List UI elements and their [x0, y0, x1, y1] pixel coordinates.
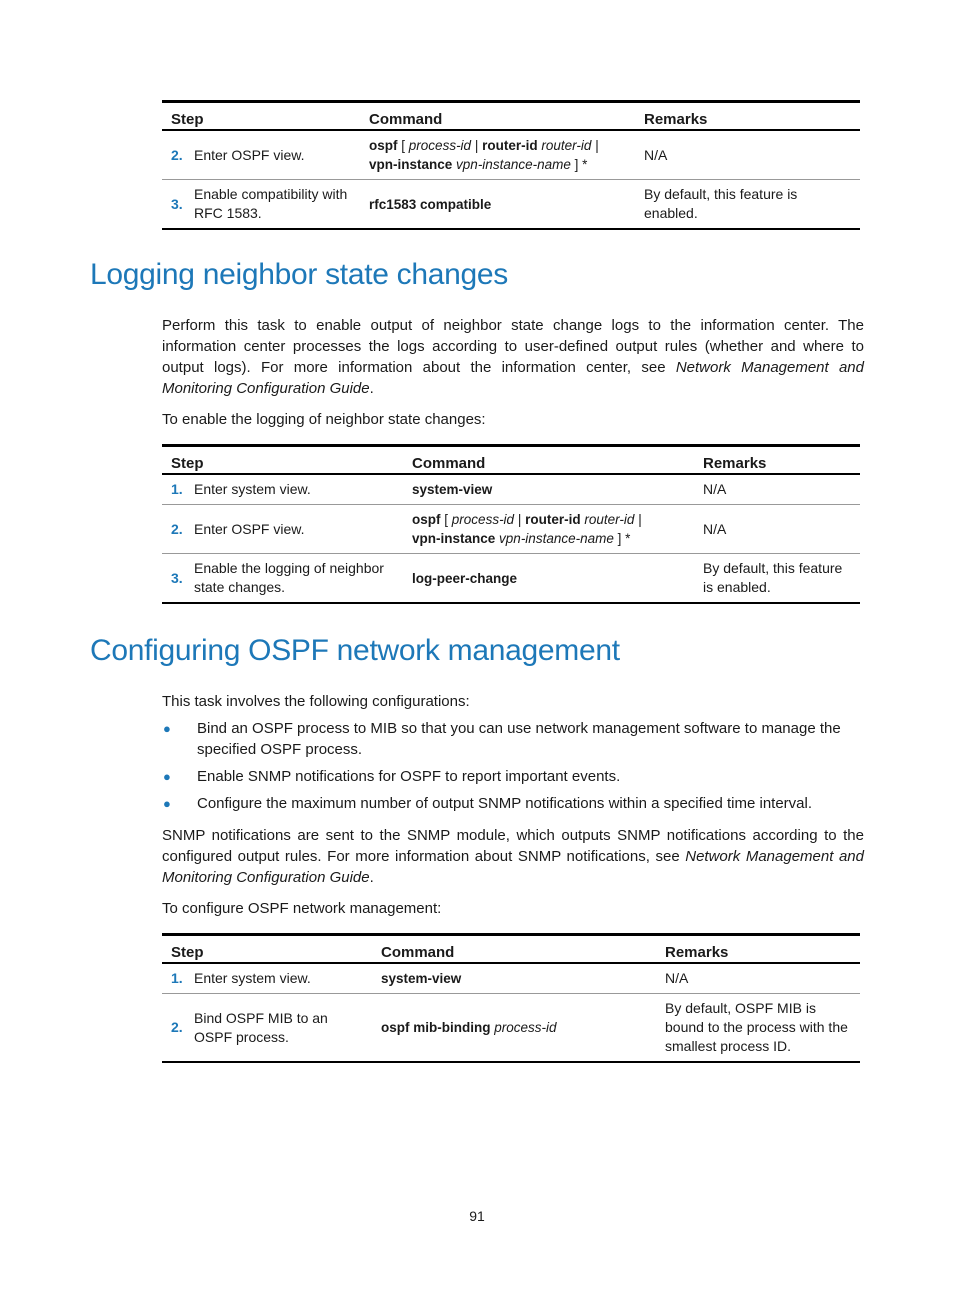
table-row: [162, 554, 860, 604]
cmd-arg: vpn-instance-name: [499, 531, 614, 546]
paragraph: To configure OSPF network management:: [162, 900, 442, 917]
step-text: Enter OSPF view.: [194, 130, 360, 180]
cmd-sep: |: [474, 138, 479, 153]
page-number: 91: [469, 1208, 485, 1224]
header-remarks: Remarks: [694, 446, 860, 475]
command-cell: system-view: [372, 963, 656, 994]
header-command: Command: [403, 446, 694, 475]
cmd-arg: process-id: [408, 138, 472, 153]
cmd-keyword: ospf: [412, 512, 441, 527]
list-item: [162, 766, 864, 787]
cmd-sep: |: [595, 138, 599, 153]
command-cell: system-view: [403, 474, 694, 505]
section-heading-network-management: Configuring OSPF network management: [90, 634, 620, 667]
header-remarks: Remarks: [656, 935, 860, 964]
paragraph: This task involves the following configurations:: [162, 693, 470, 710]
remarks-text: N/A: [694, 474, 860, 505]
cmd-arg: router-id: [584, 512, 635, 527]
cmd-keyword: vpn-instance: [369, 157, 453, 172]
step-text: Enable the logging of neighbor state changes.: [194, 554, 403, 604]
header-remarks: Remarks: [635, 102, 860, 131]
table-header-row: [162, 446, 860, 475]
remarks-text: N/A: [694, 505, 860, 554]
cmd-arg: process-id: [494, 1020, 557, 1035]
cmd-keyword: ospf mib-binding: [381, 1020, 491, 1035]
remarks-text: N/A: [635, 130, 860, 180]
step-number: 1.: [162, 963, 194, 994]
cmd-arg: vpn-instance-name: [456, 157, 571, 172]
cmd-bracket: [: [444, 512, 449, 527]
step-number: 2.: [162, 994, 194, 1063]
remarks-text: N/A: [656, 963, 860, 994]
command-cell: [360, 130, 635, 180]
paragraph-text: SNMP notifications are sent to the SNMP module, which outputs SNMP notifications according to the configured output rules. For more information about SNMP notifications, see: [162, 827, 864, 865]
guide-reference: Network Management and Monitoring Configuration Guide: [162, 359, 864, 397]
table-header-row: [162, 935, 860, 964]
cmd-keyword: router-id: [482, 138, 538, 153]
header-command: Command: [360, 102, 635, 131]
step-number: 2.: [162, 130, 194, 180]
header-command: Command: [372, 935, 656, 964]
cmd-arg: router-id: [541, 138, 592, 153]
paragraph-text: .: [369, 869, 374, 886]
step-text: Enable compatibility with RFC 1583.: [194, 180, 360, 230]
cmd-arg: process-id: [451, 512, 515, 527]
step-number: 2.: [162, 505, 194, 554]
table-row: [162, 474, 860, 505]
paragraph-text: .: [369, 380, 374, 397]
table-row: [162, 130, 860, 180]
list-item-text: Enable SNMP notifications for OSPF to report important events.: [197, 768, 621, 785]
paragraph: [162, 315, 864, 399]
table-header-row: [162, 102, 860, 131]
bullet-icon: ●: [163, 769, 171, 784]
command-cell: log-peer-change: [403, 554, 694, 604]
guide-reference: Network Management and Monitoring Configuration Guide: [162, 848, 864, 886]
cmd-keyword: router-id: [525, 512, 581, 527]
command-cell: [372, 994, 656, 1063]
remarks-text: By default, this feature is enabled.: [635, 180, 860, 230]
table-row: [162, 505, 860, 554]
table-row: [162, 963, 860, 994]
paragraph: [162, 825, 864, 888]
section-heading-logging: Logging neighbor state changes: [90, 258, 509, 291]
step-number: 3.: [162, 554, 194, 604]
header-step: Step: [162, 102, 360, 131]
cmd-bracket: [: [401, 138, 406, 153]
remarks-text: By default, OSPF MIB is bound to the process with the smallest process ID.: [656, 994, 860, 1063]
list-item-text: Configure the maximum number of output SNMP notifications within a specified time interval.: [197, 795, 813, 812]
step-text: Enter OSPF view.: [194, 505, 403, 554]
remarks-text: By default, this feature is enabled.: [694, 554, 860, 604]
paragraph: To enable the logging of neighbor state changes:: [162, 411, 486, 428]
step-number: 1.: [162, 474, 194, 505]
command-cell: rfc1583 compatible: [360, 180, 635, 230]
step-text: Bind OSPF MIB to an OSPF process.: [194, 994, 372, 1063]
table-row: [162, 180, 860, 230]
list-item-text: Bind an OSPF process to MIB so that you can use network management software to manage the specified OSPF process.: [197, 720, 841, 758]
table-row: [162, 994, 860, 1063]
cmd-bracket: ] *: [574, 157, 588, 172]
cmd-keyword: vpn-instance: [412, 531, 496, 546]
cmd-keyword: ospf: [369, 138, 398, 153]
list-item: [162, 718, 864, 760]
step-number: 3.: [162, 180, 194, 230]
bullet-list: [162, 718, 864, 820]
command-cell: [403, 505, 694, 554]
table-1: [162, 100, 860, 230]
cmd-sep: |: [638, 512, 642, 527]
paragraph-text: Perform this task to enable output of neighbor state change logs to the information center. The information center processes the logs according to user-defined output rules (whether and where to output logs). For more information about the information center, see: [162, 317, 864, 376]
bullet-icon: ●: [163, 721, 171, 736]
step-text: Enter system view.: [194, 474, 403, 505]
bullet-icon: ●: [163, 796, 171, 811]
table-3: [162, 933, 860, 1063]
header-step: Step: [162, 935, 372, 964]
header-step: Step: [162, 446, 403, 475]
cmd-sep: |: [517, 512, 522, 527]
table-2: [162, 444, 860, 604]
step-text: Enter system view.: [194, 963, 372, 994]
cmd-bracket: ] *: [617, 531, 631, 546]
list-item: [162, 793, 864, 814]
